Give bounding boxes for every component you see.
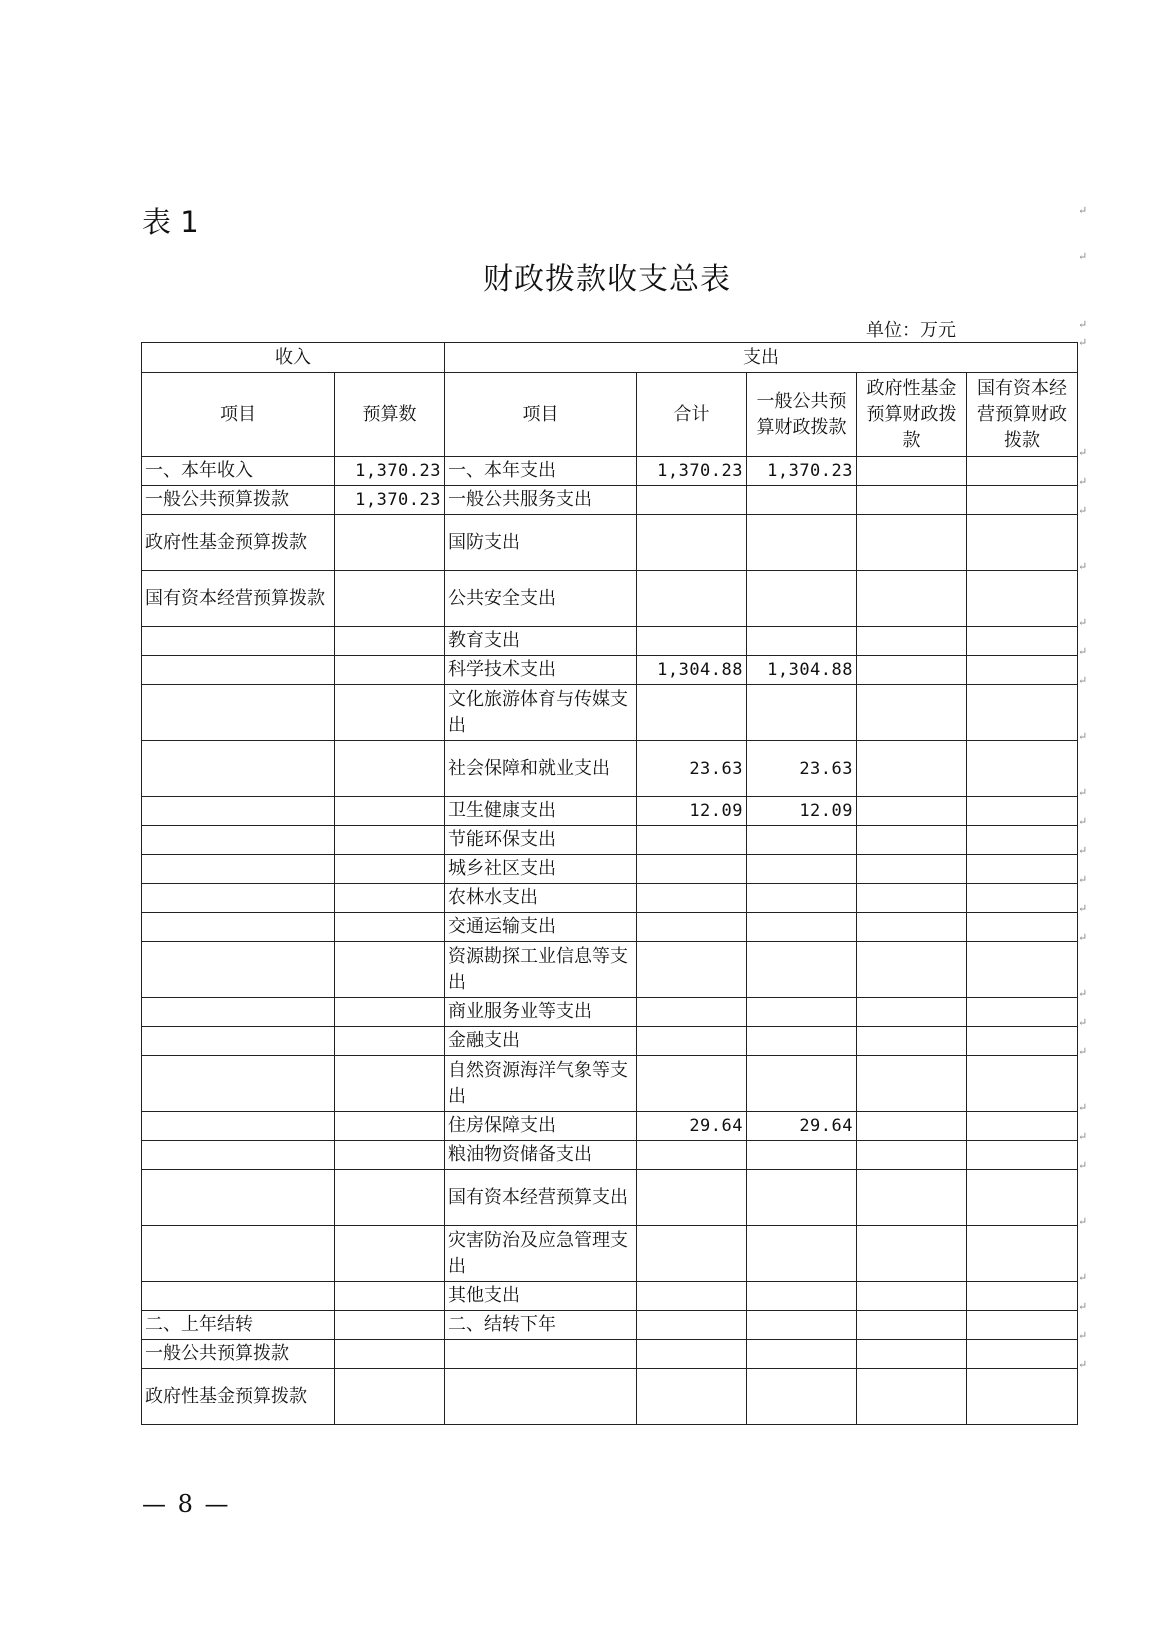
budget-cell — [335, 855, 445, 884]
state-capital-cell — [967, 1282, 1078, 1311]
expense-item-cell: 卫生健康支出 — [445, 797, 637, 826]
header-row-columns — [142, 373, 1078, 457]
expense-item-cell: 教育支出 — [445, 627, 637, 656]
state-capital-cell — [967, 457, 1078, 486]
total-cell — [637, 627, 747, 656]
income-item-cell — [142, 797, 335, 826]
general-budget-cell — [747, 1226, 857, 1282]
total-cell — [637, 1027, 747, 1056]
paragraph-mark-icon: ↵ — [1078, 336, 1088, 349]
expense-item-cell: 农林水支出 — [445, 884, 637, 913]
general-budget-cell — [747, 826, 857, 855]
expense-header: 支出 — [445, 343, 1078, 373]
table-row — [142, 797, 1078, 826]
paragraph-mark-icon: ↵ — [1078, 730, 1088, 743]
total-cell: 1,370.23 — [637, 457, 747, 486]
general-budget-cell — [747, 685, 857, 741]
gov-fund-cell — [857, 1112, 967, 1141]
income-item-header: 项目 — [142, 373, 335, 457]
table-row — [142, 486, 1078, 515]
income-item-cell — [142, 1112, 335, 1141]
paragraph-mark-icon: ↵ — [1078, 786, 1088, 799]
general-budget-cell: 29.64 — [747, 1112, 857, 1141]
expense-item-cell: 其他支出 — [445, 1282, 637, 1311]
general-budget-cell — [747, 942, 857, 998]
income-item-cell — [142, 627, 335, 656]
income-item-cell — [142, 998, 335, 1027]
income-item-cell: 一般公共预算拨款 — [142, 1340, 335, 1369]
gov-fund-header: 政府性基金预算财政拨款 — [857, 373, 967, 457]
paragraph-mark-icon: ↵ — [1078, 560, 1088, 573]
gov-fund-cell — [857, 884, 967, 913]
gov-fund-cell — [857, 741, 967, 797]
gov-fund-cell — [857, 515, 967, 571]
state-capital-header: 国有资本经营预算财政拨款 — [967, 373, 1078, 457]
general-budget-cell — [747, 1056, 857, 1112]
table-row — [142, 515, 1078, 571]
paragraph-mark-icon: ↵ — [1078, 815, 1088, 828]
income-item-cell: 国有资本经营预算拨款 — [142, 571, 335, 627]
expense-item-cell: 文化旅游体育与传媒支出 — [445, 685, 637, 741]
budget-cell: 1,370.23 — [335, 457, 445, 486]
header-row-group — [142, 343, 1078, 373]
paragraph-mark-icon: ↵ — [1078, 1329, 1088, 1342]
finance-table — [141, 342, 1078, 1425]
gov-fund-cell — [857, 1027, 967, 1056]
budget-cell — [335, 1369, 445, 1425]
budget-cell — [335, 1056, 445, 1112]
expense-item-cell: 交通运输支出 — [445, 913, 637, 942]
paragraph-mark-icon: ↵ — [1078, 1300, 1088, 1313]
table-row — [142, 998, 1078, 1027]
table-row — [142, 942, 1078, 998]
gov-fund-cell — [857, 1282, 967, 1311]
paragraph-mark-icon: ↵ — [1078, 902, 1088, 915]
expense-item-cell: 公共安全支出 — [445, 571, 637, 627]
budget-cell — [335, 913, 445, 942]
income-item-cell — [142, 685, 335, 741]
total-cell — [637, 1170, 747, 1226]
budget-cell — [335, 515, 445, 571]
paragraph-mark-icon: ↵ — [1078, 1159, 1088, 1172]
state-capital-cell — [967, 1112, 1078, 1141]
gov-fund-cell — [857, 571, 967, 627]
state-capital-cell — [967, 1226, 1078, 1282]
expense-item-header: 项目 — [445, 373, 637, 457]
gov-fund-cell — [857, 826, 967, 855]
paragraph-mark-icon: ↵ — [1078, 645, 1088, 658]
general-budget-cell: 12.09 — [747, 797, 857, 826]
income-item-cell — [142, 1282, 335, 1311]
gov-fund-cell — [857, 913, 967, 942]
state-capital-cell — [967, 627, 1078, 656]
state-capital-cell — [967, 741, 1078, 797]
general-budget-cell: 1,304.88 — [747, 656, 857, 685]
paragraph-mark-icon: ↵ — [1078, 1215, 1088, 1228]
gov-fund-cell — [857, 797, 967, 826]
state-capital-cell — [967, 1369, 1078, 1425]
gov-fund-cell — [857, 1340, 967, 1369]
state-capital-cell — [967, 942, 1078, 998]
general-budget-cell — [747, 884, 857, 913]
income-item-cell — [142, 1226, 335, 1282]
paragraph-mark-icon: ↵ — [1078, 1101, 1088, 1114]
income-item-cell: 一般公共预算拨款 — [142, 486, 335, 515]
income-item-cell: 政府性基金预算拨款 — [142, 515, 335, 571]
total-cell — [637, 998, 747, 1027]
paragraph-mark-icon: ↵ — [1078, 616, 1088, 629]
gov-fund-cell — [857, 1369, 967, 1425]
state-capital-cell — [967, 1027, 1078, 1056]
table-row — [142, 1027, 1078, 1056]
income-item-cell: 政府性基金预算拨款 — [142, 1369, 335, 1425]
income-header: 收入 — [142, 343, 445, 373]
budget-cell — [335, 942, 445, 998]
state-capital-cell — [967, 797, 1078, 826]
gov-fund-cell — [857, 1226, 967, 1282]
state-capital-cell — [967, 486, 1078, 515]
table-row — [142, 1141, 1078, 1170]
budget-cell — [335, 685, 445, 741]
gov-fund-cell — [857, 457, 967, 486]
income-item-cell — [142, 826, 335, 855]
budget-cell — [335, 1282, 445, 1311]
gov-fund-cell — [857, 656, 967, 685]
general-budget-cell — [747, 998, 857, 1027]
paragraph-mark-icon: ↵ — [1078, 504, 1088, 517]
table-row — [142, 656, 1078, 685]
table-label: 表 1 — [142, 205, 199, 239]
expense-item-cell: 节能环保支出 — [445, 826, 637, 855]
paragraph-mark-icon: ↵ — [1078, 318, 1088, 331]
total-cell — [637, 486, 747, 515]
table-row — [142, 1112, 1078, 1141]
gov-fund-cell — [857, 627, 967, 656]
income-item-cell: 二、上年结转 — [142, 1311, 335, 1340]
paragraph-mark-icon: ↵ — [1078, 1130, 1088, 1143]
gov-fund-cell — [857, 1170, 967, 1226]
paragraph-mark-icon: ↵ — [1078, 873, 1088, 886]
total-cell: 1,304.88 — [637, 656, 747, 685]
table-row — [142, 627, 1078, 656]
paragraph-mark-icon: ↵ — [1078, 1045, 1088, 1058]
gov-fund-cell — [857, 486, 967, 515]
expense-item-cell: 粮油物资储备支出 — [445, 1141, 637, 1170]
table-row — [142, 1056, 1078, 1112]
income-item-cell — [142, 855, 335, 884]
budget-cell — [335, 1226, 445, 1282]
paragraph-mark-icon: ↵ — [1078, 1271, 1088, 1284]
budget-header: 预算数 — [335, 373, 445, 457]
expense-item-cell: 国防支出 — [445, 515, 637, 571]
total-cell — [637, 1340, 747, 1369]
expense-item-cell — [445, 1369, 637, 1425]
table-row — [142, 826, 1078, 855]
gov-fund-cell — [857, 855, 967, 884]
gov-fund-cell — [857, 998, 967, 1027]
expense-item-cell — [445, 1340, 637, 1369]
table-row — [142, 571, 1078, 627]
table-row — [142, 884, 1078, 913]
expense-item-cell: 灾害防治及应急管理支出 — [445, 1226, 637, 1282]
paragraph-mark-icon: ↵ — [1078, 844, 1088, 857]
table-row — [142, 1170, 1078, 1226]
table-row — [142, 685, 1078, 741]
general-budget-cell — [747, 1170, 857, 1226]
expense-item-cell: 商业服务业等支出 — [445, 998, 637, 1027]
general-budget-cell — [747, 855, 857, 884]
total-cell — [637, 855, 747, 884]
budget-cell — [335, 741, 445, 797]
income-item-cell — [142, 942, 335, 998]
table-row — [142, 457, 1078, 486]
total-cell — [637, 1141, 747, 1170]
paragraph-mark-icon: ↵ — [1078, 250, 1088, 263]
income-item-cell — [142, 884, 335, 913]
income-item-cell: 一、本年收入 — [142, 457, 335, 486]
expense-item-cell: 一般公共服务支出 — [445, 486, 637, 515]
table-row — [142, 1369, 1078, 1425]
total-cell — [637, 884, 747, 913]
expense-item-cell: 城乡社区支出 — [445, 855, 637, 884]
state-capital-cell — [967, 998, 1078, 1027]
expense-item-cell: 社会保障和就业支出 — [445, 741, 637, 797]
gov-fund-cell — [857, 685, 967, 741]
total-cell — [637, 1282, 747, 1311]
budget-cell — [335, 1027, 445, 1056]
expense-item-cell: 国有资本经营预算支出 — [445, 1170, 637, 1226]
general-budget-cell — [747, 1282, 857, 1311]
table-row — [142, 1340, 1078, 1369]
budget-cell — [335, 656, 445, 685]
state-capital-cell — [967, 884, 1078, 913]
general-budget-cell — [747, 1311, 857, 1340]
paragraph-mark-icon: ↵ — [1078, 204, 1088, 217]
expense-item-cell: 金融支出 — [445, 1027, 637, 1056]
budget-cell — [335, 1141, 445, 1170]
budget-cell — [335, 627, 445, 656]
general-budget-cell — [747, 1141, 857, 1170]
total-cell — [637, 826, 747, 855]
total-cell — [637, 1369, 747, 1425]
expense-item-cell: 资源勘探工业信息等支出 — [445, 942, 637, 998]
general-budget-header: 一般公共预算财政拨款 — [747, 373, 857, 457]
gov-fund-cell — [857, 942, 967, 998]
total-cell — [637, 942, 747, 998]
state-capital-cell — [967, 571, 1078, 627]
expense-item-cell: 住房保障支出 — [445, 1112, 637, 1141]
budget-cell — [335, 571, 445, 627]
paragraph-mark-icon: ↵ — [1078, 674, 1088, 687]
general-budget-cell — [747, 913, 857, 942]
total-cell — [637, 1311, 747, 1340]
income-item-cell — [142, 913, 335, 942]
state-capital-cell — [967, 1056, 1078, 1112]
table-row — [142, 1226, 1078, 1282]
general-budget-cell — [747, 515, 857, 571]
expense-item-cell: 科学技术支出 — [445, 656, 637, 685]
income-item-cell — [142, 1056, 335, 1112]
total-cell: 12.09 — [637, 797, 747, 826]
table-row — [142, 913, 1078, 942]
budget-cell — [335, 797, 445, 826]
budget-cell — [335, 826, 445, 855]
paragraph-mark-icon: ↵ — [1078, 1358, 1088, 1371]
general-budget-cell — [747, 1369, 857, 1425]
budget-cell: 1,370.23 — [335, 486, 445, 515]
income-item-cell — [142, 656, 335, 685]
paragraph-mark-icon: ↵ — [1078, 987, 1088, 1000]
expense-item-cell: 一、本年支出 — [445, 457, 637, 486]
general-budget-cell — [747, 486, 857, 515]
table-row — [142, 1282, 1078, 1311]
total-cell: 29.64 — [637, 1112, 747, 1141]
total-cell — [637, 685, 747, 741]
general-budget-cell — [747, 1340, 857, 1369]
budget-cell — [335, 998, 445, 1027]
income-item-cell — [142, 1027, 335, 1056]
budget-cell — [335, 1311, 445, 1340]
total-header: 合计 — [637, 373, 747, 457]
general-budget-cell — [747, 1027, 857, 1056]
budget-cell — [335, 884, 445, 913]
income-item-cell — [142, 1170, 335, 1226]
paragraph-mark-icon: ↵ — [1078, 931, 1088, 944]
state-capital-cell — [967, 685, 1078, 741]
state-capital-cell — [967, 1340, 1078, 1369]
total-cell — [637, 515, 747, 571]
income-item-cell — [142, 741, 335, 797]
total-cell — [637, 1226, 747, 1282]
state-capital-cell — [967, 913, 1078, 942]
state-capital-cell — [967, 826, 1078, 855]
budget-cell — [335, 1112, 445, 1141]
gov-fund-cell — [857, 1311, 967, 1340]
paragraph-mark-icon: ↵ — [1078, 1016, 1088, 1029]
page-number: — 8 — — [142, 1490, 231, 1518]
gov-fund-cell — [857, 1141, 967, 1170]
page-title: 财政拨款收支总表 — [483, 262, 731, 297]
total-cell: 23.63 — [637, 741, 747, 797]
gov-fund-cell — [857, 1056, 967, 1112]
total-cell — [637, 1056, 747, 1112]
table-row — [142, 741, 1078, 797]
state-capital-cell — [967, 1311, 1078, 1340]
general-budget-cell — [747, 571, 857, 627]
table-row — [142, 855, 1078, 884]
state-capital-cell — [967, 656, 1078, 685]
state-capital-cell — [967, 855, 1078, 884]
unit-label: 单位：万元 — [866, 320, 956, 341]
table-row — [142, 1311, 1078, 1340]
expense-item-cell: 二、结转下年 — [445, 1311, 637, 1340]
budget-cell — [335, 1340, 445, 1369]
budget-cell — [335, 1170, 445, 1226]
state-capital-cell — [967, 1141, 1078, 1170]
general-budget-cell: 1,370.23 — [747, 457, 857, 486]
general-budget-cell — [747, 627, 857, 656]
total-cell — [637, 913, 747, 942]
total-cell — [637, 571, 747, 627]
state-capital-cell — [967, 1170, 1078, 1226]
general-budget-cell: 23.63 — [747, 741, 857, 797]
expense-item-cell: 自然资源海洋气象等支出 — [445, 1056, 637, 1112]
income-item-cell — [142, 1141, 335, 1170]
paragraph-mark-icon: ↵ — [1078, 446, 1088, 459]
state-capital-cell — [967, 515, 1078, 571]
paragraph-mark-icon: ↵ — [1078, 475, 1088, 488]
